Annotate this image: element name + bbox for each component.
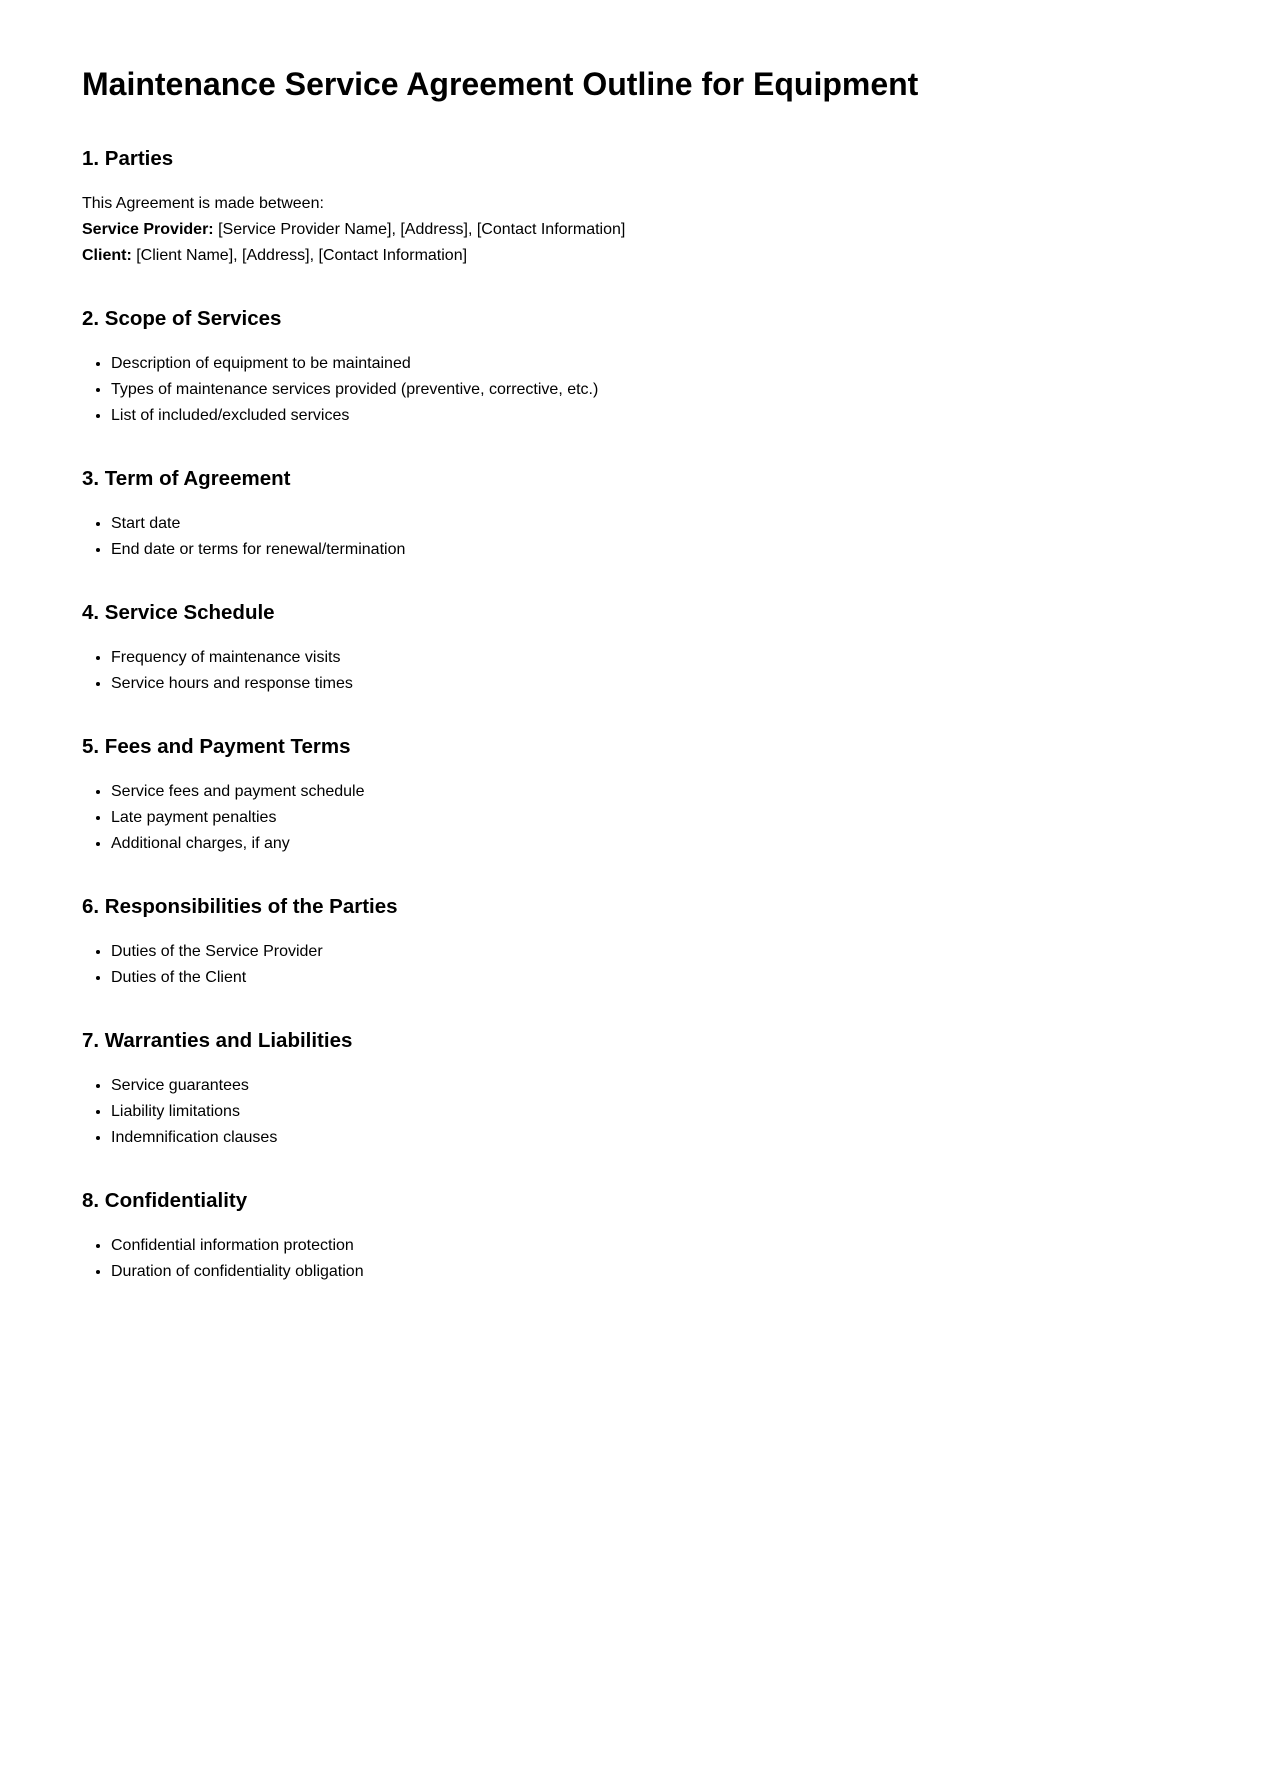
list-item: • Indemnification clauses xyxy=(111,1125,1181,1151)
party-value: [Client Name], [Address], [Contact Information] xyxy=(131,247,468,264)
list-item: • Service guarantees xyxy=(111,1073,1181,1099)
section-heading: 1. Parties xyxy=(82,147,174,170)
list-item: • List of included/excluded services xyxy=(111,403,1181,429)
section-responsibilities xyxy=(82,894,1181,991)
bullet-list xyxy=(82,511,1181,563)
section-term-of-agreement xyxy=(82,466,1181,563)
document-title: Maintenance Service Agreement Outline for Equipment xyxy=(82,66,919,102)
section-heading: 3. Term of Agreement xyxy=(82,467,291,490)
section-confidentiality xyxy=(82,1188,1181,1285)
bullet-list xyxy=(82,1233,1181,1285)
section-fees-and-payment-terms xyxy=(82,734,1181,857)
list-item: • Additional charges, if any xyxy=(111,831,1181,857)
list-item: • Late payment penalties xyxy=(111,805,1181,831)
section-heading: 4. Service Schedule xyxy=(82,601,275,624)
parties-intro xyxy=(82,191,1181,269)
party-label: Client: xyxy=(82,247,132,264)
intro-text: This Agreement is made between: xyxy=(82,195,324,212)
list-item: • Frequency of maintenance visits xyxy=(111,645,1181,671)
list-item: • End date or terms for renewal/termination xyxy=(111,537,1181,563)
bullet-list xyxy=(82,645,1181,697)
section-parties xyxy=(82,146,1181,269)
party-service-provider xyxy=(82,217,1181,243)
list-item: • Liability limitations xyxy=(111,1099,1181,1125)
bullet-list xyxy=(82,779,1181,857)
party-value: [Service Provider Name], [Address], [Contact Information] xyxy=(213,221,626,238)
section-heading: 7. Warranties and Liabilities xyxy=(82,1029,353,1052)
list-item: • Description of equipment to be maintained xyxy=(111,351,1181,377)
section-heading: 6. Responsibilities of the Parties xyxy=(82,895,398,918)
party-label: Service Provider: xyxy=(82,221,214,238)
party-client xyxy=(82,243,1181,269)
list-item: • Service hours and response times xyxy=(111,671,1181,697)
list-item: • Confidential information protection xyxy=(111,1233,1181,1259)
bullet-list xyxy=(82,939,1181,991)
bullet-list xyxy=(82,1073,1181,1151)
section-scope-of-services xyxy=(82,306,1181,429)
section-warranties-and-liabilities xyxy=(82,1028,1181,1151)
section-service-schedule xyxy=(82,600,1181,697)
section-heading: 5. Fees and Payment Terms xyxy=(82,735,351,758)
section-heading: 8. Confidentiality xyxy=(82,1189,248,1212)
list-item: • Duties of the Client xyxy=(111,965,1181,991)
bullet-list xyxy=(82,351,1181,429)
list-item: • Duties of the Service Provider xyxy=(111,939,1181,965)
list-item: • Duration of confidentiality obligation xyxy=(111,1259,1181,1285)
list-item: • Start date xyxy=(111,511,1181,537)
list-item: • Service fees and payment schedule xyxy=(111,779,1181,805)
section-heading: 2. Scope of Services xyxy=(82,307,282,330)
list-item: • Types of maintenance services provided (preventive, corrective, etc.) xyxy=(111,377,1181,403)
